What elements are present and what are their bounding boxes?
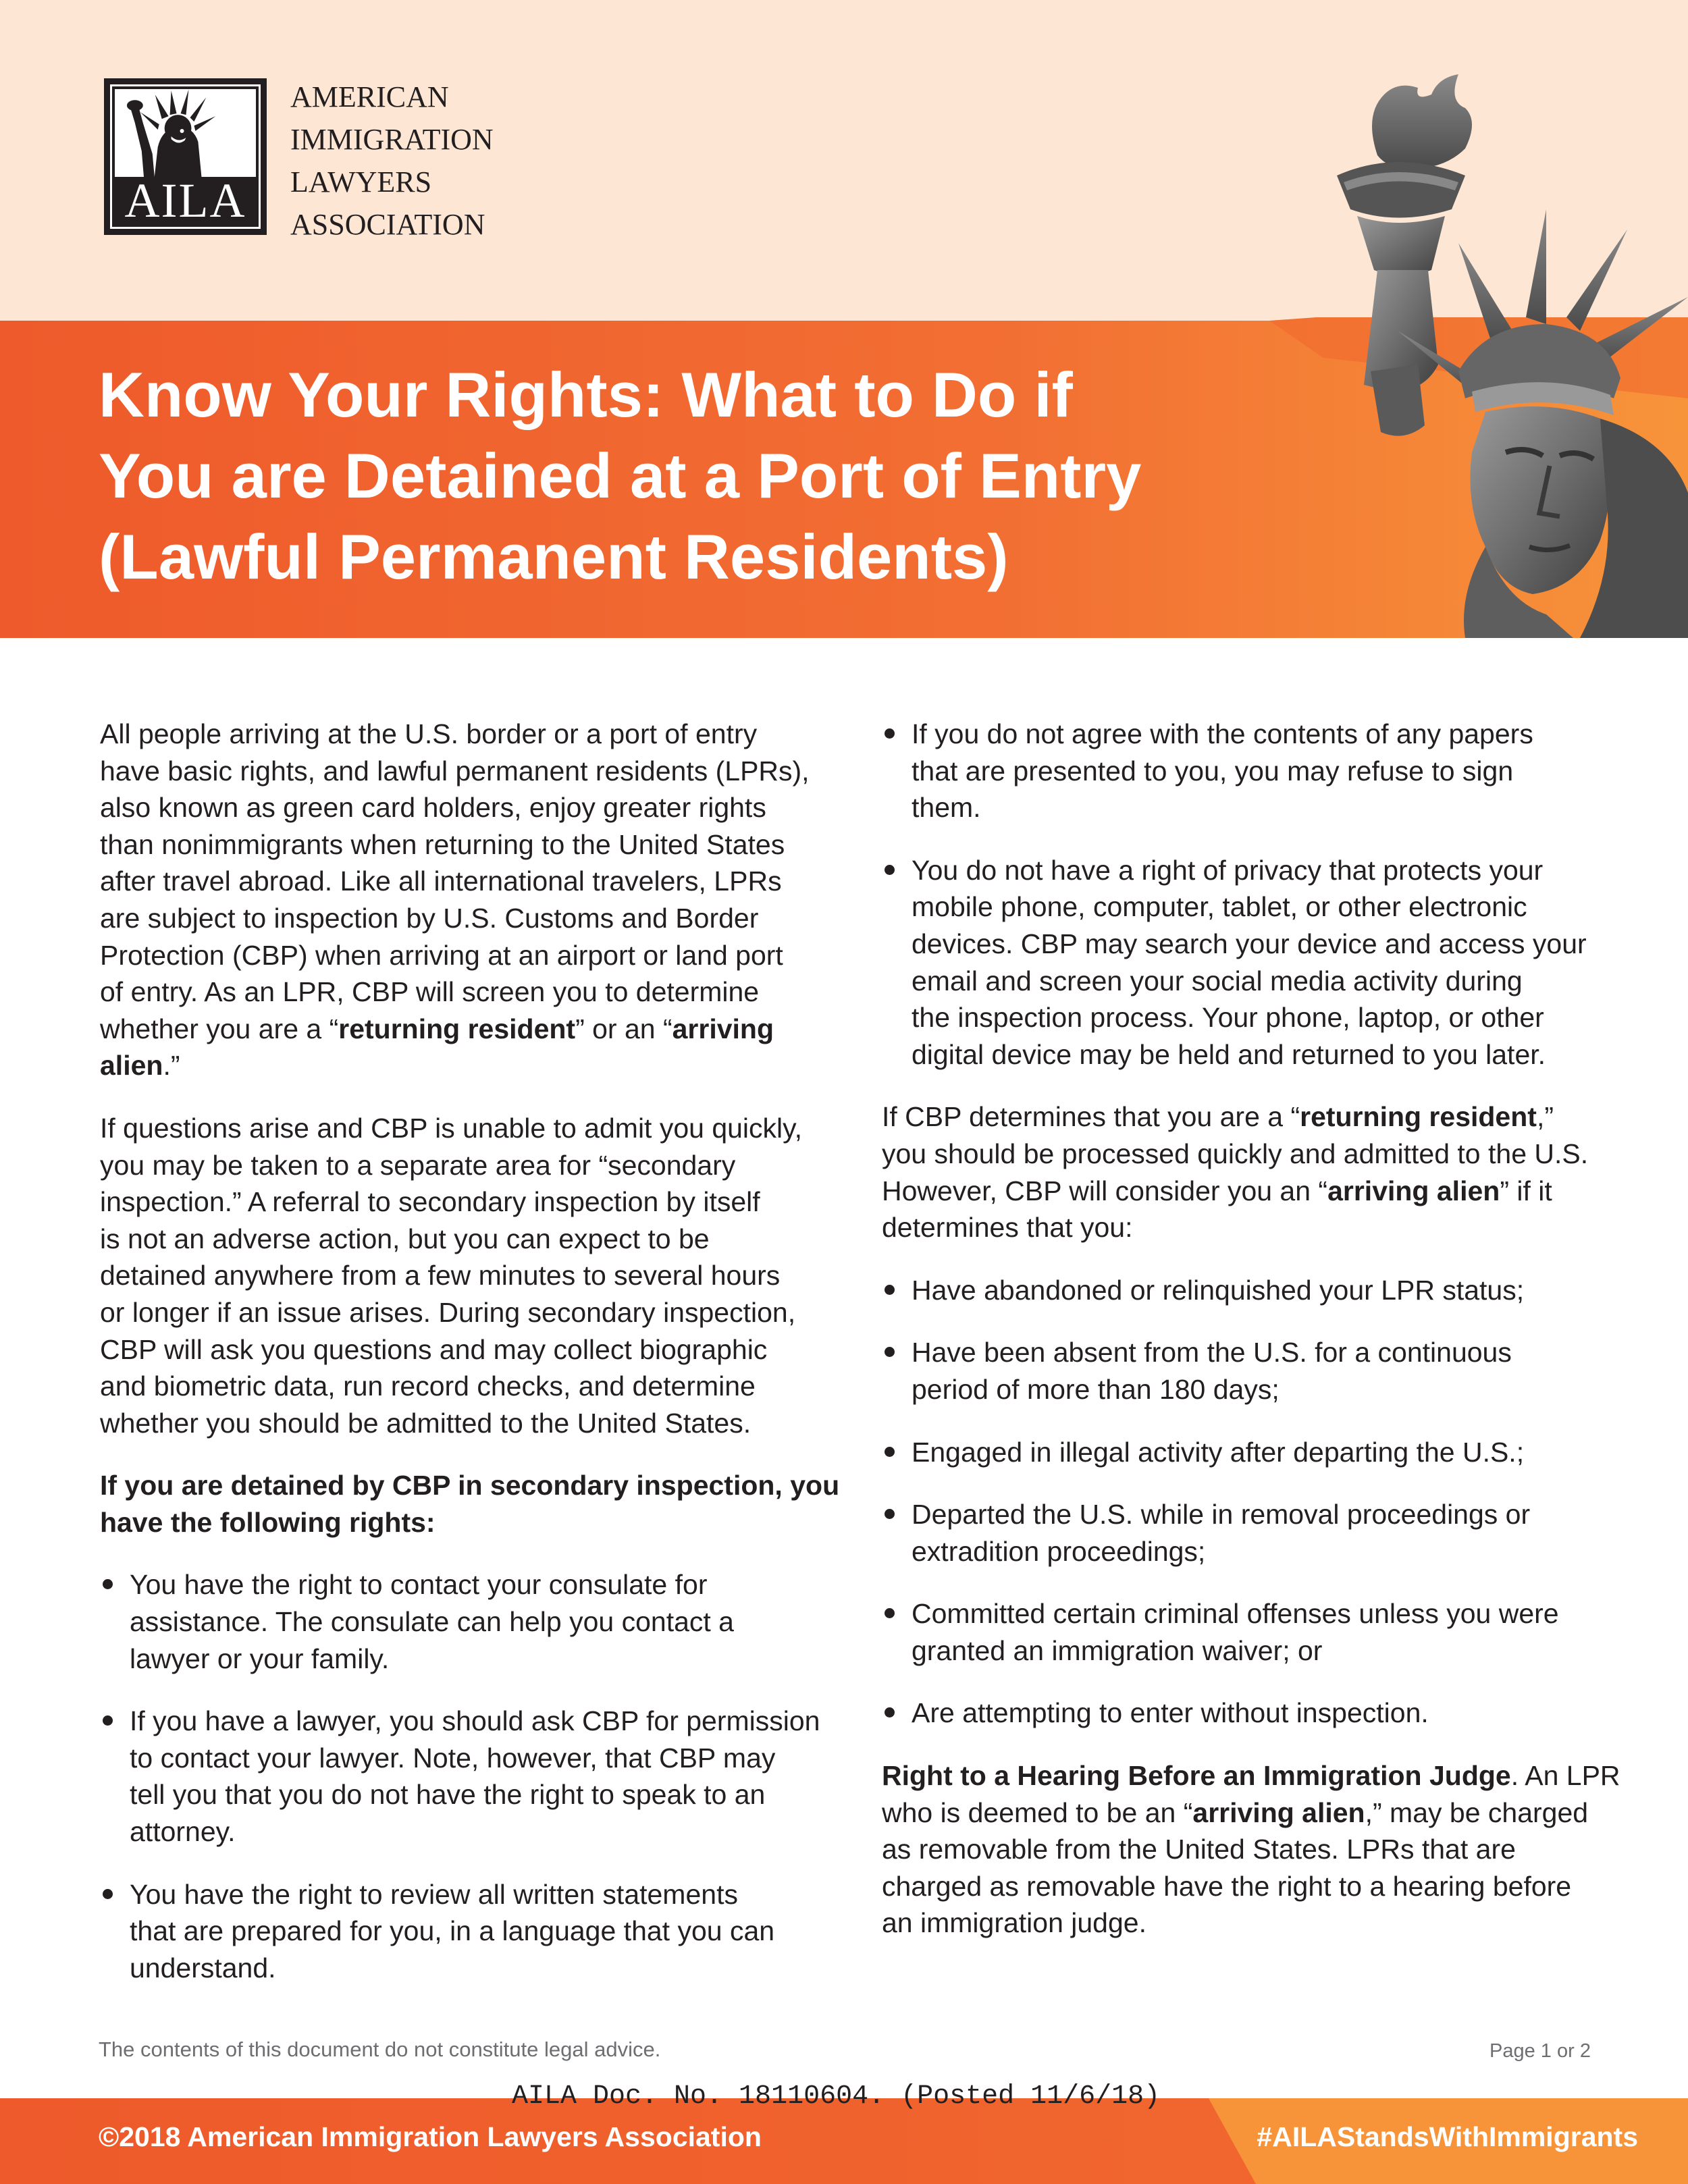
text-line: an immigration judge. (882, 1907, 1146, 1939)
bullet-icon (885, 1285, 895, 1295)
text-line: If you do not agree with the contents of any papers (912, 718, 1533, 749)
text-line: and biometric data, run record checks, and determine (100, 1370, 756, 1402)
text-line: alien.” (100, 1050, 180, 1082)
text-line: If questions arise and CBP is unable to admit you quickly, (100, 1112, 802, 1144)
text-line: to contact your lawyer. Note, however, that CBP may (130, 1742, 776, 1774)
bullet-icon (885, 728, 895, 739)
logo-text: AILA (115, 177, 256, 224)
org-name-line: ASSOCIATION (290, 208, 485, 241)
bold-term: arriving (672, 1013, 774, 1044)
intro-paragraph (100, 716, 816, 1084)
bullet-icon (885, 1707, 895, 1717)
org-name-line: AMERICAN (290, 80, 449, 113)
text-line: All people arriving at the U.S. border or a port of entry (100, 718, 758, 749)
bullet-item (882, 1434, 1598, 1471)
text-line: after travel abroad. Like all international travelers, LPRs (100, 865, 782, 897)
text-line: assistance. The consulate can help you contact a (130, 1606, 734, 1638)
text-line: you should be processed quickly and admitted to the U.S. (882, 1138, 1589, 1169)
hearing-heading: Right to a Hearing Before an Immigration Judge (882, 1760, 1511, 1792)
aila-logo (104, 78, 267, 235)
bullet-item (882, 1595, 1598, 1669)
bullet-icon (885, 1447, 895, 1457)
page-number: Page 1 or 2 (1489, 2040, 1591, 2062)
text-line: You have the right to review all written statements (130, 1878, 738, 1910)
bullet-item (100, 1876, 816, 1987)
bullet-item (882, 1695, 1598, 1732)
copyright-notice: ©2018 American Immigration Lawyers Association (99, 2121, 762, 2152)
bold-term: alien (100, 1050, 163, 1082)
title-line: You are Detained at a Port of Entry (99, 440, 1142, 511)
bullet-item (882, 852, 1598, 1073)
text-line: Right to a Hearing Before an Immigration Judge. An LPR (882, 1760, 1620, 1792)
text-line: Have been absent from the U.S. for a continuous (912, 1337, 1512, 1368)
rights-heading (100, 1467, 840, 1541)
text-line: Protection (CBP) when arriving at an airport or land port (100, 939, 783, 971)
text-line: have basic rights, and lawful permanent residents (LPRs), (100, 755, 810, 787)
determination-paragraph (882, 1098, 1598, 1246)
text-line: that are prepared for you, in a language that you can (130, 1915, 775, 1947)
hearing-paragraph (882, 1757, 1620, 1942)
text-line: understand. (130, 1952, 276, 1983)
statue-of-liberty-image (1263, 74, 1688, 638)
text-line: inspection.” A referral to secondary inspection by itself (100, 1186, 760, 1218)
title-line: Know Your Rights: What to Do if (99, 359, 1073, 430)
text-line: also known as green card holders, enjoy greater rights (100, 792, 766, 824)
document-stamp: AILA Doc. No. 18110604. (Posted 11/6/18) (512, 2081, 1161, 2112)
text-line: devices. CBP may search your device and access your (912, 928, 1587, 959)
text-line: However, CBP will consider you an “arriving alien” if it (882, 1175, 1552, 1206)
text-line: mobile phone, computer, tablet, or other electronic (912, 891, 1527, 923)
bullet-icon (885, 1608, 895, 1618)
text-line: If CBP determines that you are a “returning resident,” (882, 1101, 1554, 1133)
bullet-icon (103, 1579, 113, 1589)
text-line: determines that you: (882, 1212, 1133, 1244)
text-line: digital device may be held and returned to you later. (912, 1038, 1546, 1070)
text-line: the inspection process. Your phone, laptop, or other (912, 1002, 1544, 1034)
text-line: who is deemed to be an “arriving alien,” may be charged (882, 1796, 1589, 1828)
text-line: charged as removable have the right to a hearing before (882, 1870, 1572, 1902)
title-line: (Lawful Permanent Residents) (99, 521, 1009, 592)
bold-term: arriving alien (1327, 1175, 1500, 1206)
text-line: attorney. (130, 1816, 236, 1848)
text-line: is not an adverse action, but you can expect to be (100, 1223, 710, 1254)
legal-disclaimer: The contents of this document do not constitute legal advice. (99, 2037, 661, 2061)
text-line: Engaged in illegal activity after departing the U.S.; (912, 1436, 1525, 1468)
org-name-line: LAWYERS (290, 165, 432, 198)
right-column (882, 716, 1620, 1967)
text-line: are subject to inspection by U.S. Customs and Border (100, 902, 759, 934)
text-line: Are attempting to enter without inspection. (912, 1697, 1429, 1729)
text-line: email and screen your social media activity during (912, 965, 1523, 996)
bullet-icon (103, 1715, 113, 1726)
bullet-icon (885, 1509, 895, 1519)
text-line: CBP will ask you questions and may collect biographic (100, 1333, 768, 1365)
text-line: Departed the U.S. while in removal proceedings or (912, 1499, 1531, 1530)
secondary-inspection-paragraph (100, 1110, 816, 1441)
text-line: period of more than 180 days; (912, 1373, 1280, 1405)
text-line: extradition proceedings; (912, 1535, 1206, 1567)
bullet-item (100, 1566, 816, 1677)
text-line: You have the right to contact your consulate for (130, 1569, 708, 1601)
text-line: granted an immigration waiver; or (912, 1634, 1323, 1666)
heading-line: have the following rights: (100, 1506, 436, 1538)
bullet-icon (103, 1889, 113, 1899)
bullet-icon (885, 1347, 895, 1357)
bullet-item (882, 1334, 1598, 1408)
text-line: If you have a lawyer, you should ask CBP for permission (130, 1705, 820, 1737)
bold-term: arriving alien (1192, 1796, 1365, 1828)
text-line: them. (912, 792, 981, 824)
bullet-item (100, 1703, 820, 1850)
text-line: than nonimmigrants when returning to the United States (100, 828, 785, 860)
text-line: You do not have a right of privacy that protects your (912, 854, 1544, 886)
text-line: Committed certain criminal offenses unless you were (912, 1598, 1559, 1630)
bullet-item (882, 1272, 1598, 1309)
bullet-item (882, 1496, 1598, 1570)
text-line: as removable from the United States. LPRs that are (882, 1834, 1516, 1865)
org-name-line: IMMIGRATION (290, 123, 494, 156)
bullet-icon (885, 865, 895, 875)
text-line: whether you should be admitted to the United States. (100, 1407, 751, 1439)
hashtag: #AILAStandsWithImmigrants (1257, 2121, 1638, 2152)
text-line: or longer if an issue arises. During secondary inspection, (100, 1296, 796, 1328)
bullet-item (882, 716, 1598, 826)
text-line: lawyer or your family. (130, 1643, 390, 1674)
text-line: whether you are a “returning resident” or an “arriving (100, 1013, 774, 1044)
text-line: that are presented to you, you may refuse to sign (912, 755, 1514, 787)
bold-term: returning resident (1300, 1101, 1537, 1133)
heading-line: If you are detained by CBP in secondary inspection, you (100, 1470, 840, 1501)
page-title (99, 354, 1314, 597)
bold-term: returning resident (338, 1013, 576, 1044)
text-line: detained anywhere from a few minutes to several hours (100, 1260, 781, 1291)
text-line: of entry. As an LPR, CBP will screen you to determine (100, 976, 760, 1008)
text-line: tell you that you do not have the right to speak to an (130, 1779, 766, 1811)
left-column (100, 716, 840, 2012)
text-line: you may be taken to a separate area for “secondary (100, 1149, 736, 1181)
text-line: Have abandoned or relinquished your LPR status; (912, 1274, 1525, 1306)
organization-name (290, 76, 494, 246)
statue-of-liberty-logo-icon (115, 89, 256, 184)
